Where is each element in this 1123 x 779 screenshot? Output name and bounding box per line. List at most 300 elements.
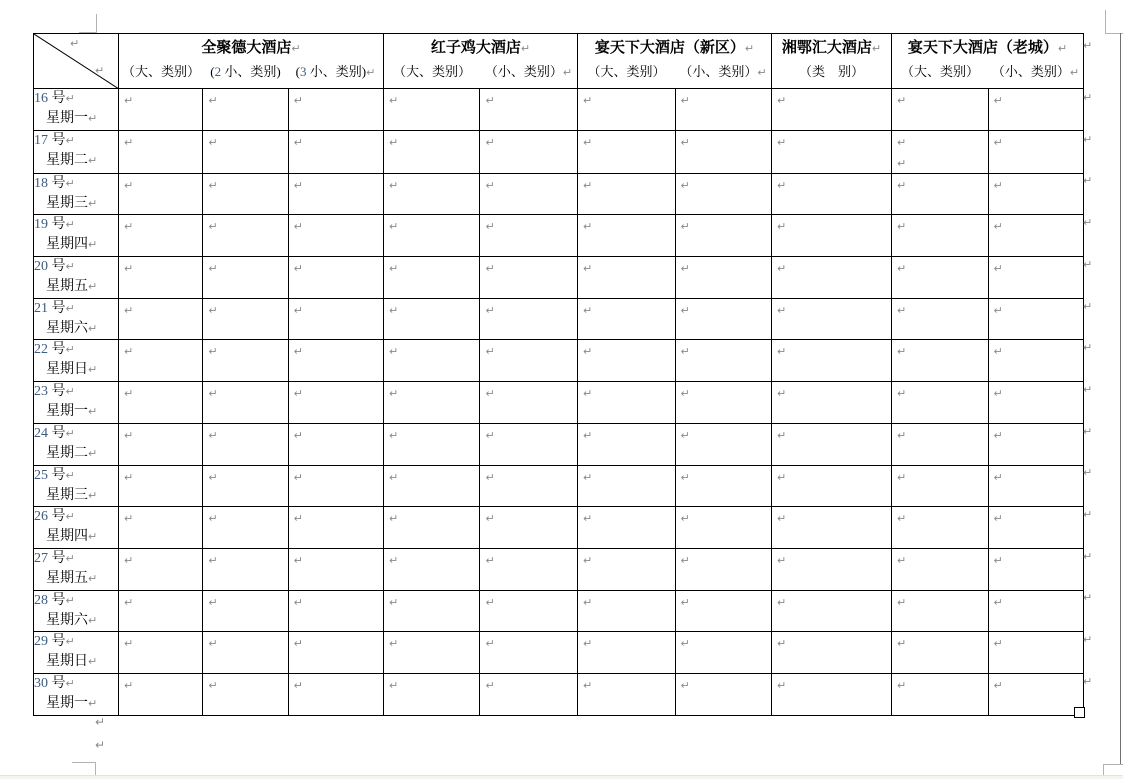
schedule-cell[interactable] (988, 215, 1084, 257)
schedule-cell[interactable] (772, 215, 892, 257)
date-cell[interactable] (34, 632, 119, 674)
schedule-cell[interactable] (892, 590, 989, 632)
schedule-cell[interactable] (892, 673, 989, 715)
table-row (34, 130, 1084, 173)
schedule-cell[interactable] (988, 465, 1084, 507)
schedule-cell[interactable] (384, 215, 480, 257)
row-end-mark-icon: ↵ (1083, 466, 1093, 480)
schedule-cell[interactable] (288, 423, 383, 465)
schedule-cell[interactable] (119, 215, 203, 257)
paragraph-mark-icon: ↵ (680, 637, 690, 651)
weekday-label: 星期一↵ (46, 695, 98, 711)
schedule-cell[interactable] (675, 89, 772, 131)
table-row (34, 465, 1084, 507)
paragraph-mark-icon: ↵ (897, 156, 907, 170)
schedule-cell[interactable] (203, 507, 288, 549)
schedule-cell[interactable] (578, 173, 676, 215)
schedule-cell[interactable] (675, 590, 772, 632)
schedule-cell[interactable] (892, 507, 989, 549)
schedule-cell[interactable] (480, 215, 578, 257)
weekday-label: 星期二↵ (46, 152, 98, 168)
schedule-cell[interactable] (480, 130, 578, 173)
schedule-cell[interactable] (772, 548, 892, 590)
date-label: 16 号↵ (34, 91, 75, 106)
paragraph-mark-icon: ↵ (208, 220, 218, 234)
paragraph-mark-icon: ↵ (897, 387, 907, 401)
schedule-cell[interactable] (119, 298, 203, 340)
schedule-cell[interactable] (480, 89, 578, 131)
schedule-cell[interactable] (480, 590, 578, 632)
schedule-cell[interactable] (988, 590, 1084, 632)
paragraph-mark-icon: ↵ (65, 426, 75, 440)
schedule-cell[interactable] (675, 298, 772, 340)
schedule-cell[interactable] (384, 423, 480, 465)
paragraph-mark-icon: ↵ (208, 135, 218, 149)
date-label: 22 号↵ (34, 342, 75, 358)
schedule-cell[interactable] (288, 548, 383, 590)
paragraph-mark-icon: ↵ (897, 470, 907, 484)
paragraph-mark-icon: ↵ (65, 133, 75, 147)
schedule-cell[interactable] (203, 340, 288, 382)
schedule-cell[interactable] (203, 89, 288, 131)
weekday-label: 星期四↵ (46, 529, 98, 545)
paragraph-mark-icon: ↵ (88, 571, 98, 585)
table-resize-handle[interactable] (1074, 707, 1085, 718)
crop-mark-top-right-icon (1105, 10, 1123, 34)
schedule-cell[interactable] (675, 340, 772, 382)
schedule-cell[interactable] (384, 130, 480, 173)
schedule-cell[interactable] (384, 382, 480, 424)
schedule-cell[interactable] (892, 340, 989, 382)
paragraph-mark-icon: ↵ (777, 220, 787, 234)
schedule-cell[interactable] (480, 340, 578, 382)
schedule-cell[interactable] (384, 673, 480, 715)
date-cell[interactable] (34, 507, 119, 549)
paragraph-mark-icon: ↵ (389, 387, 399, 401)
schedule-cell[interactable] (288, 173, 383, 215)
paragraph-mark-icon: ↵ (583, 553, 593, 567)
paragraph-mark-icon: ↵ (993, 387, 1003, 401)
paragraph-mark-icon: ↵ (993, 428, 1003, 442)
paragraph-mark-icon: ↵ (583, 470, 593, 484)
weekday-label: 星期六↵ (46, 612, 98, 628)
paragraph-mark-icon: ↵ (65, 343, 75, 357)
schedule-cell[interactable] (119, 89, 203, 131)
schedule-cell[interactable] (119, 382, 203, 424)
paragraph-mark-icon: ↵ (485, 303, 495, 317)
paragraph-mark-icon: ↵ (583, 387, 593, 401)
paragraph-mark-icon: ↵ (293, 387, 303, 401)
paragraph-mark-icon: ↵ (88, 613, 98, 627)
schedule-cell[interactable] (988, 548, 1084, 590)
schedule-cell[interactable] (480, 632, 578, 674)
paragraph-mark-icon: ↵ (777, 262, 787, 276)
paragraph-mark-icon: ↵ (485, 178, 495, 192)
date-cell[interactable] (34, 423, 119, 465)
schedule-cell[interactable] (772, 423, 892, 465)
date-label: 18 号↵ (34, 175, 75, 191)
paragraph-mark-icon: ↵ (124, 470, 134, 484)
schedule-cell[interactable] (203, 257, 288, 299)
schedule-cell[interactable] (203, 173, 288, 215)
schedule-cell[interactable] (578, 298, 676, 340)
paragraph-mark-icon: ↵ (65, 260, 75, 274)
schedule-cell[interactable] (892, 548, 989, 590)
date-cell[interactable] (34, 340, 119, 382)
schedule-cell[interactable] (288, 673, 383, 715)
schedule-cell[interactable] (578, 507, 676, 549)
paragraph-mark-icon: ↵ (88, 112, 98, 125)
paragraph-mark-icon: ↵ (124, 94, 134, 107)
row-end-mark-icon: ↵ (1083, 341, 1093, 355)
schedule-cell[interactable] (772, 673, 892, 715)
date-cell[interactable] (34, 215, 119, 257)
schedule-cell[interactable] (772, 507, 892, 549)
table-row (34, 340, 1084, 382)
schedule-cell[interactable] (988, 173, 1084, 215)
table-row (34, 298, 1084, 340)
date-label: 25 号↵ (34, 467, 75, 483)
paragraph-mark-icon: ↵ (124, 678, 134, 692)
schedule-cell[interactable] (384, 173, 480, 215)
schedule-cell[interactable] (480, 173, 578, 215)
paragraph-mark-icon: ↵ (65, 176, 75, 190)
schedule-cell[interactable] (384, 257, 480, 299)
schedule-cell[interactable] (988, 632, 1084, 674)
paragraph-mark-icon: ↵ (293, 678, 303, 692)
schedule-cell[interactable] (288, 382, 383, 424)
paragraph-mark-icon: ↵ (897, 135, 907, 149)
date-label: 27 号↵ (34, 550, 75, 566)
corner-header-cell[interactable] (34, 34, 119, 89)
paragraph-mark-icon: ↵ (777, 135, 787, 149)
schedule-cell[interactable] (772, 130, 892, 173)
paragraph-mark-icon: ↵ (993, 595, 1003, 609)
schedule-cell[interactable] (675, 673, 772, 715)
date-label: 23 号↵ (34, 384, 75, 400)
schedule-cell[interactable] (772, 465, 892, 507)
schedule-cell[interactable] (203, 673, 288, 715)
row-end-mark-icon: ↵ (1083, 132, 1093, 146)
schedule-cell[interactable] (578, 340, 676, 382)
schedule-cell[interactable] (203, 548, 288, 590)
paragraph-mark-icon: ↵ (485, 387, 495, 401)
weekday-label: 星期三↵ (46, 195, 98, 211)
schedule-cell[interactable] (203, 130, 288, 173)
paragraph-mark-icon: ↵ (777, 512, 787, 526)
hotel-subheader-label: （大、类别） (900, 64, 979, 79)
hotel-subheader-label: （小、类别）↵ (679, 64, 767, 79)
date-cell[interactable] (34, 548, 119, 590)
schedule-cell[interactable] (119, 130, 203, 173)
schedule-cell[interactable] (892, 298, 989, 340)
schedule-cell[interactable] (892, 173, 989, 215)
paragraph-mark-icon: ↵ (65, 92, 75, 105)
schedule-cell[interactable] (675, 215, 772, 257)
paragraph-mark-icon: ↵ (897, 178, 907, 192)
schedule-cell[interactable] (578, 215, 676, 257)
date-cell[interactable] (34, 590, 119, 632)
schedule-cell[interactable] (384, 632, 480, 674)
hotel-header-cell[interactable] (578, 34, 772, 89)
row-end-mark-icon: ↵ (1083, 382, 1093, 396)
schedule-cell[interactable] (578, 423, 676, 465)
schedule-cell[interactable] (288, 215, 383, 257)
paragraph-mark-icon: ↵ (680, 595, 690, 609)
schedule-cell[interactable] (772, 382, 892, 424)
weekday-label: 星期日↵ (46, 362, 98, 378)
paragraph-mark-icon: ↵ (389, 428, 399, 442)
page-right-edge (1120, 33, 1121, 764)
hotel-name: 全聚德大酒店↵ (201, 40, 301, 56)
schedule-cell[interactable] (384, 298, 480, 340)
paragraph-mark-icon: ↵ (993, 345, 1003, 359)
schedule-cell[interactable] (772, 340, 892, 382)
paragraph-mark-icon: ↵ (389, 220, 399, 234)
schedule-cell[interactable] (772, 173, 892, 215)
table-row (34, 673, 1084, 715)
schedule-cell[interactable] (480, 298, 578, 340)
schedule-cell[interactable] (480, 423, 578, 465)
schedule-cell[interactable] (892, 215, 989, 257)
schedule-cell[interactable] (772, 590, 892, 632)
weekday-label: 星期一↵ (46, 404, 98, 420)
date-cell[interactable] (34, 130, 119, 173)
schedule-cell[interactable] (675, 382, 772, 424)
schedule-cell[interactable] (119, 632, 203, 674)
paragraph-mark-icon: ↵ (208, 387, 218, 401)
paragraph-mark-icon: ↵ (389, 345, 399, 359)
schedule-cell[interactable] (119, 507, 203, 549)
paragraph-mark-icon: ↵ (65, 218, 75, 232)
schedule-cell[interactable] (988, 257, 1084, 299)
schedule-cell[interactable] (578, 590, 676, 632)
schedule-cell[interactable] (675, 423, 772, 465)
date-label: 30 号↵ (34, 675, 75, 691)
schedule-cell[interactable] (892, 465, 989, 507)
paragraph-mark-icon: ↵ (293, 262, 303, 276)
schedule-cell[interactable] (288, 89, 383, 131)
schedule-cell[interactable] (203, 423, 288, 465)
schedule-cell[interactable] (384, 465, 480, 507)
schedule-cell[interactable] (119, 423, 203, 465)
schedule-cell[interactable] (119, 465, 203, 507)
weekday-label: 星期一↵ (46, 111, 98, 126)
schedule-cell[interactable] (988, 673, 1084, 715)
paragraph-mark-icon: ↵ (124, 553, 134, 567)
table-row (34, 632, 1084, 674)
paragraph-mark-icon: ↵ (208, 345, 218, 359)
paragraph-mark-icon: ↵ (485, 94, 495, 107)
paragraph-mark-icon: ↵ (680, 470, 690, 484)
weekday-label: 星期三↵ (46, 487, 98, 503)
paragraph-mark-icon: ↵ (124, 303, 134, 317)
date-label: 21 号↵ (34, 300, 75, 316)
row-end-mark-icon: ↵ (1083, 257, 1093, 271)
paragraph-mark-icon: ↵ (485, 428, 495, 442)
schedule-cell[interactable] (384, 507, 480, 549)
paragraph-mark-icon: ↵ (293, 595, 303, 609)
schedule-cell[interactable] (578, 130, 676, 173)
paragraph-mark-icon: ↵ (95, 738, 106, 752)
hotel-header-cell[interactable] (384, 34, 578, 89)
paragraph-mark-icon: ↵ (366, 66, 376, 79)
schedule-cell[interactable] (988, 507, 1084, 549)
date-label: 28 号↵ (34, 592, 75, 608)
schedule-cell[interactable] (892, 89, 989, 131)
paragraph-mark-icon: ↵ (88, 446, 98, 460)
paragraph-mark-icon: ↵ (897, 345, 907, 359)
weekday-label: 星期四↵ (46, 237, 98, 253)
schedule-cell[interactable] (578, 257, 676, 299)
date-cell[interactable] (34, 257, 119, 299)
schedule-cell[interactable] (578, 465, 676, 507)
hotel-name: 宴天下大酒店（老城）↵ (907, 40, 1068, 56)
paragraph-mark-icon: ↵ (680, 220, 690, 234)
schedule-cell[interactable] (675, 548, 772, 590)
schedule-cell[interactable] (772, 89, 892, 131)
schedule-cell[interactable] (772, 632, 892, 674)
paragraph-mark-icon: ↵ (293, 178, 303, 192)
schedule-cell[interactable] (772, 257, 892, 299)
schedule-cell[interactable] (578, 632, 676, 674)
schedule-cell[interactable] (988, 89, 1084, 131)
schedule-cell[interactable] (988, 130, 1084, 173)
schedule-cell[interactable] (384, 340, 480, 382)
schedule-cell[interactable] (480, 465, 578, 507)
paragraph-mark-icon: ↵ (293, 303, 303, 317)
schedule-cell[interactable] (203, 382, 288, 424)
schedule-cell[interactable] (988, 340, 1084, 382)
schedule-cell[interactable] (119, 173, 203, 215)
row-end-mark-icon: ↵ (1083, 174, 1093, 188)
paragraph-mark-icon: ↵ (583, 178, 593, 192)
paragraph-mark-icon: ↵ (993, 637, 1003, 651)
schedule-cell[interactable] (288, 340, 383, 382)
schedule-cell[interactable] (203, 590, 288, 632)
paragraph-mark-icon: ↵ (897, 303, 907, 317)
schedule-cell[interactable] (675, 257, 772, 299)
schedule-cell[interactable] (288, 507, 383, 549)
schedule-cell[interactable] (988, 423, 1084, 465)
schedule-cell[interactable] (119, 548, 203, 590)
schedule-cell[interactable] (288, 590, 383, 632)
paragraph-mark-icon: ↵ (208, 428, 218, 442)
paragraph-mark-icon: ↵ (485, 595, 495, 609)
schedule-cell[interactable] (288, 465, 383, 507)
paragraph-mark-icon: ↵ (1057, 42, 1068, 55)
schedule-cell[interactable] (675, 130, 772, 173)
schedule-cell[interactable] (578, 548, 676, 590)
date-cell[interactable] (34, 298, 119, 340)
schedule-cell[interactable] (772, 298, 892, 340)
schedule-cell[interactable] (480, 257, 578, 299)
paragraph-mark-icon: ↵ (485, 512, 495, 526)
paragraph-mark-icon: ↵ (389, 553, 399, 567)
hotel-subheader-label: (3 小、类别)↵ (295, 64, 376, 79)
hotel-subheader-label: （大、类别） (392, 64, 471, 79)
schedule-cell[interactable] (892, 382, 989, 424)
paragraph-mark-icon: ↵ (88, 696, 98, 710)
schedule-cell[interactable] (384, 89, 480, 131)
schedule-cell[interactable] (892, 423, 989, 465)
schedule-cell[interactable] (578, 382, 676, 424)
schedule-cell[interactable] (480, 548, 578, 590)
schedule-cell[interactable] (892, 632, 989, 674)
paragraph-mark-icon: ↵ (293, 220, 303, 234)
paragraph-mark-icon: ↵ (777, 387, 787, 401)
schedule-cell[interactable] (384, 590, 480, 632)
paragraph-mark-icon: ↵ (124, 178, 134, 192)
paragraph-mark-icon: ↵ (124, 262, 134, 276)
schedule-cell[interactable] (480, 673, 578, 715)
date-cell[interactable] (34, 89, 119, 131)
schedule-cell[interactable] (203, 465, 288, 507)
row-end-mark-icon: ↵ (1083, 674, 1093, 688)
schedule-cell[interactable] (480, 507, 578, 549)
schedule-cell[interactable] (288, 257, 383, 299)
paragraph-mark-icon: ↵ (680, 678, 690, 692)
paragraph-mark-icon: ↵ (291, 42, 301, 55)
paragraph-mark-icon: ↵ (124, 220, 134, 234)
schedule-cell[interactable] (119, 673, 203, 715)
paragraph-mark-icon: ↵ (993, 470, 1003, 484)
schedule-cell[interactable] (675, 173, 772, 215)
schedule-cell[interactable] (119, 590, 203, 632)
schedule-cell[interactable] (892, 130, 989, 173)
schedule-cell[interactable] (675, 465, 772, 507)
hotel-header-cell[interactable] (892, 34, 1084, 89)
schedule-cell[interactable] (119, 257, 203, 299)
paragraph-mark-icon: ↵ (389, 678, 399, 692)
schedule-cell[interactable] (892, 257, 989, 299)
row-end-mark-icon: ↵ (1083, 633, 1093, 647)
date-cell[interactable] (34, 673, 119, 715)
paragraph-mark-icon: ↵ (208, 595, 218, 609)
paragraph-mark-icon: ↵ (389, 262, 399, 276)
schedule-cell[interactable] (119, 340, 203, 382)
schedule-cell[interactable] (578, 673, 676, 715)
schedule-cell[interactable] (988, 382, 1084, 424)
hotel-header-cell[interactable] (772, 34, 892, 89)
schedule-cell[interactable] (288, 632, 383, 674)
schedule-cell[interactable] (988, 298, 1084, 340)
table-row (34, 215, 1084, 257)
paragraph-mark-icon: ↵ (65, 676, 75, 690)
paragraph-mark-icon: ↵ (680, 387, 690, 401)
table-row (34, 590, 1084, 632)
date-cell[interactable] (34, 382, 119, 424)
date-label: 17 号↵ (34, 132, 75, 148)
paragraph-mark-icon: ↵ (88, 363, 98, 377)
schedule-cell[interactable] (675, 632, 772, 674)
schedule-cell[interactable] (203, 632, 288, 674)
date-label: 24 号↵ (34, 425, 75, 441)
hotel-header-cell[interactable] (119, 34, 384, 89)
date-cell[interactable] (34, 465, 119, 507)
date-cell[interactable] (34, 173, 119, 215)
schedule-cell[interactable] (288, 130, 383, 173)
schedule-cell[interactable] (203, 298, 288, 340)
paragraph-mark-icon: ↵ (680, 178, 690, 192)
schedule-cell[interactable] (480, 382, 578, 424)
schedule-cell[interactable] (203, 215, 288, 257)
schedule-cell[interactable] (578, 89, 676, 131)
paragraph-mark-icon: ↵ (65, 593, 75, 607)
schedule-cell[interactable] (675, 507, 772, 549)
schedule-cell[interactable] (384, 548, 480, 590)
schedule-cell[interactable] (288, 298, 383, 340)
